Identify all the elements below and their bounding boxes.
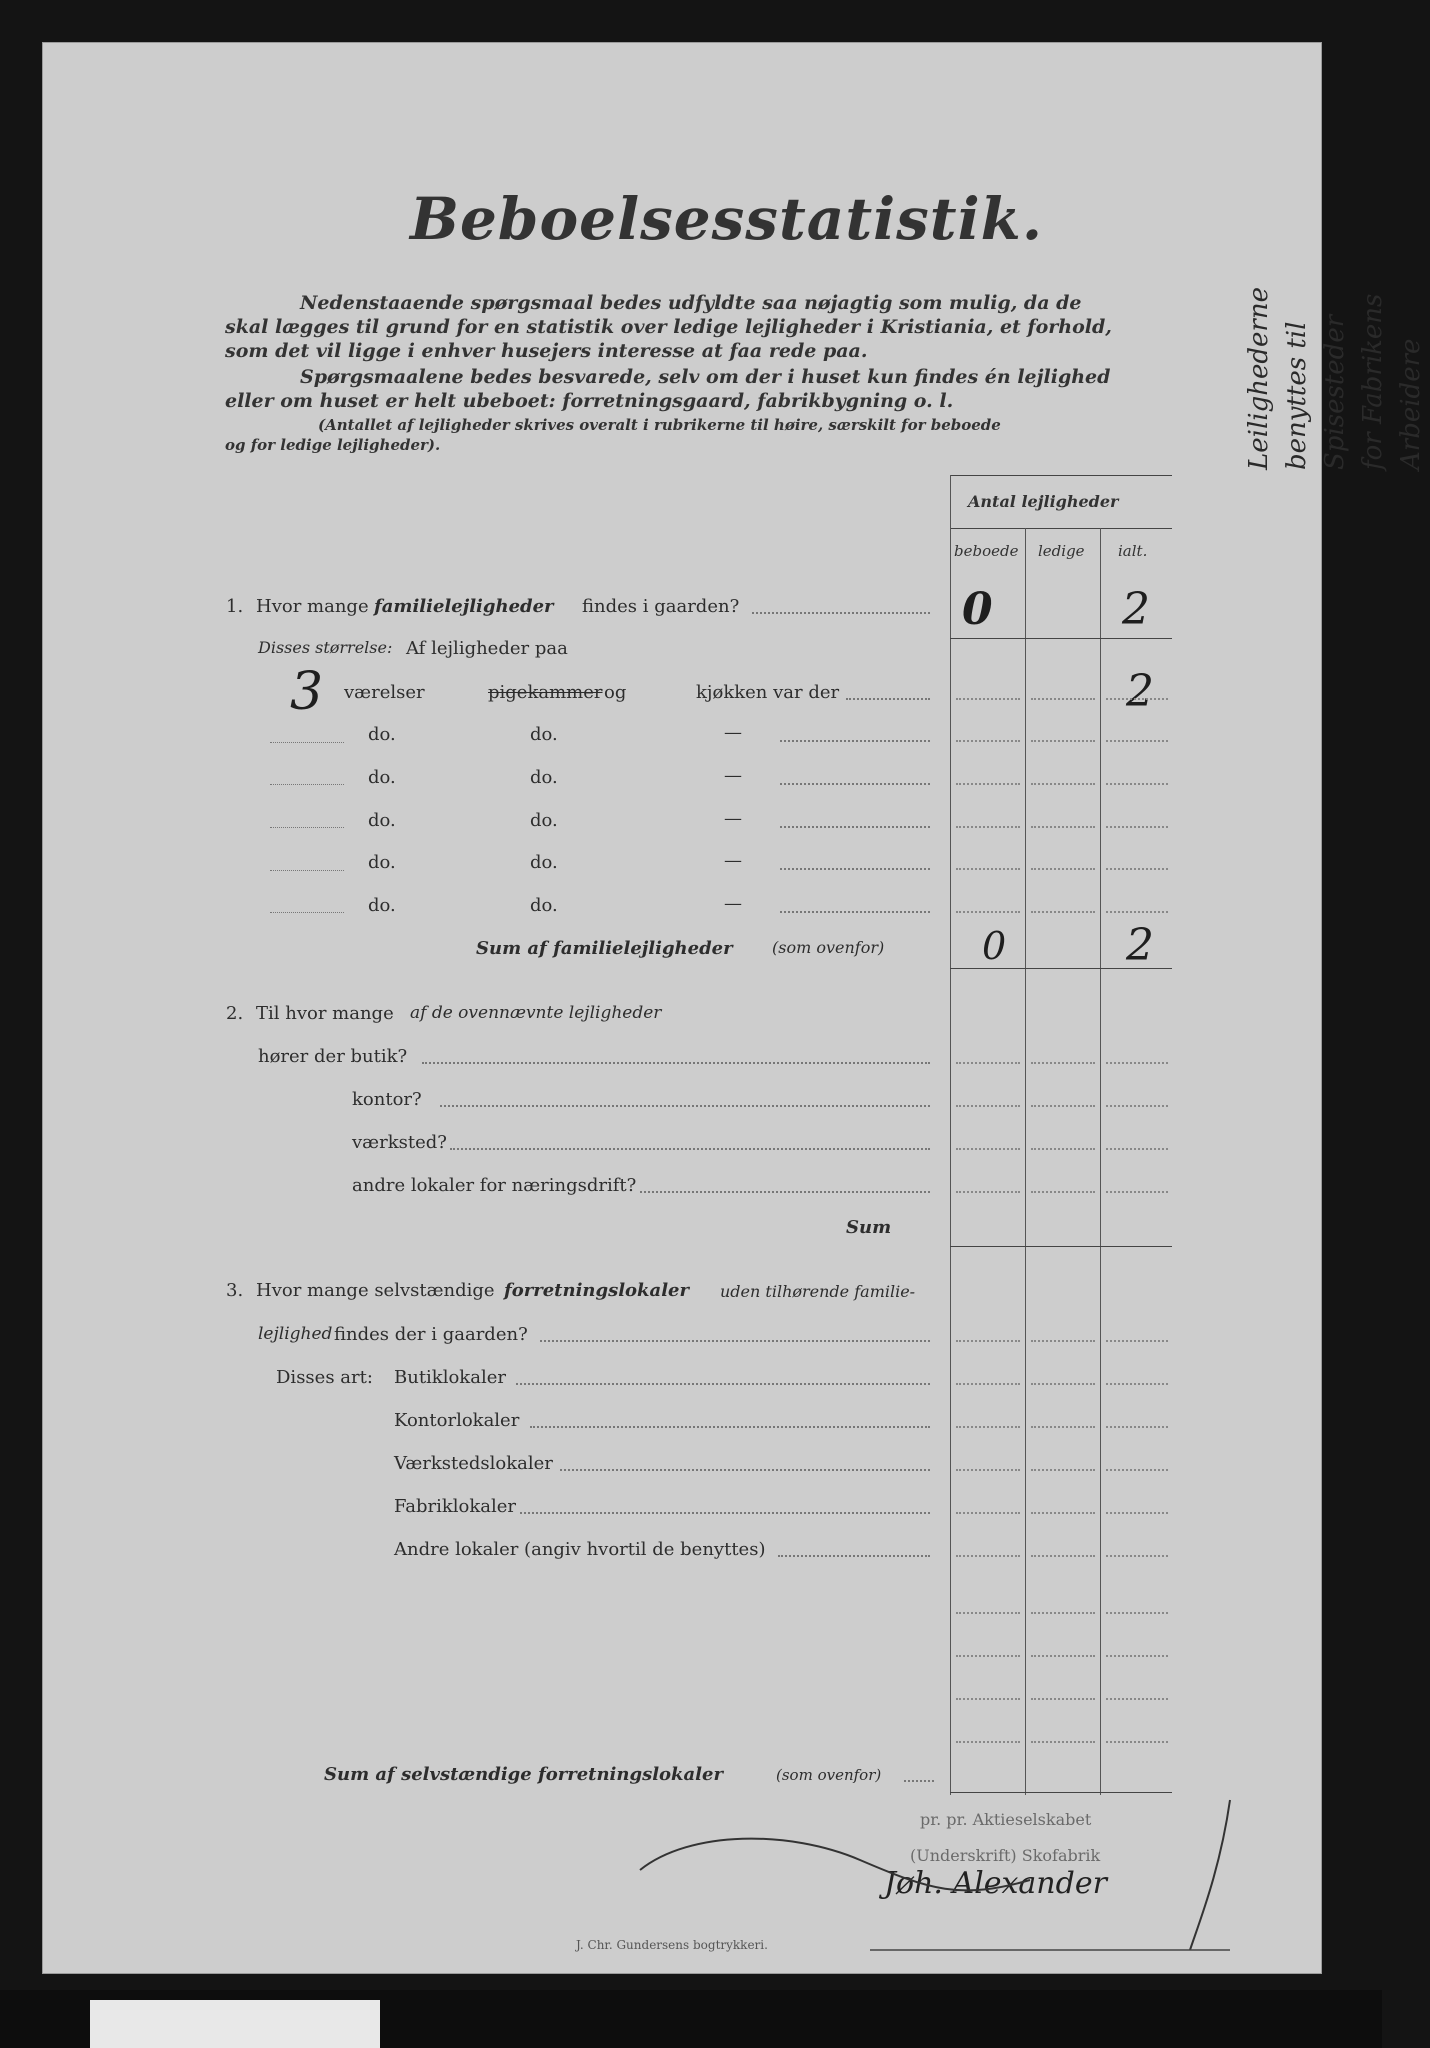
do-row-2-dash: —: [724, 765, 742, 786]
cell-leader-dots: [956, 1383, 1020, 1385]
q1-beboede-value: 0: [962, 584, 993, 635]
do-row-3-dash: —: [724, 808, 742, 829]
cell-leader-dots: [1031, 1383, 1095, 1385]
cell-leader-dots: [1031, 1698, 1095, 1700]
q3-sum-dots: [904, 1780, 934, 1782]
cell-leader-dots: [1031, 868, 1095, 870]
cell-leader-dots: [956, 1191, 1020, 1193]
handwritten-side-note: [1240, 287, 1430, 470]
q1-text-a: Hvor mange: [256, 596, 369, 617]
do-row-5-a: do.: [368, 895, 396, 916]
intro-line-7: og for ledige lejligheder).: [225, 436, 441, 454]
intro-line-5: eller om huset er helt ubeboet: forretningsgaard, fabrikbygning o. l.: [225, 390, 954, 412]
cell-leader-dots: [956, 1555, 1020, 1557]
do-row-blank: [270, 870, 344, 871]
q1-row-leader: [846, 698, 930, 700]
do-row-blank: [270, 912, 344, 913]
cell-leader-dots: [1106, 1612, 1168, 1614]
q1-sum-ialt: 2: [1126, 920, 1154, 971]
q3-text-c: uden tilhørende familie-: [720, 1282, 916, 1301]
do-row-4-dash: —: [724, 850, 742, 871]
page-title: Beboelsesstatistik.: [410, 185, 1044, 253]
table-left-border: [950, 475, 951, 1795]
cell-leader-dots: [956, 911, 1020, 913]
q2-butik: hører der butik?: [258, 1046, 408, 1067]
cell-leader-dots: [1031, 740, 1095, 742]
q2-sum-rule: [950, 1246, 1172, 1247]
cell-leader-dots: [1031, 1555, 1095, 1557]
cell-leader-dots: [956, 698, 1020, 700]
q3-item-vaerksted-dots: [560, 1469, 930, 1471]
intro-line-1: Nedenstaaende spørgsmaal bedes udfyldte saa nøjagtig som mulig, da de: [300, 292, 1082, 314]
intro-line-4: Spørgsmaalene bedes besvarede, selv om der i huset kun findes én lejlighed: [300, 366, 1111, 388]
cell-leader-dots: [956, 1426, 1020, 1428]
cell-leader-dots: [1106, 1426, 1168, 1428]
cell-leader-dots: [956, 740, 1020, 742]
do-row-3-dots: [780, 826, 930, 828]
q2-vaerksted-dots: [450, 1148, 930, 1150]
do-row-1-b: do.: [530, 724, 558, 745]
cell-leader-dots: [1031, 783, 1095, 785]
cell-leader-dots: [1106, 1340, 1168, 1342]
q1-sum-note: (som ovenfor): [772, 938, 885, 957]
q3-item-fabrik: Fabriklokaler: [394, 1496, 517, 1517]
cell-leader-dots: [956, 1105, 1020, 1107]
cell-leader-dots: [1106, 1512, 1168, 1514]
cell-leader-dots: [1031, 911, 1095, 913]
q1-number: 1.: [226, 596, 244, 617]
do-row-1-dots: [780, 740, 930, 742]
cell-leader-dots: [1031, 1340, 1095, 1342]
side-note-line-1: Leilighederne benyttes til: [1244, 287, 1312, 470]
cell-leader-dots: [1106, 868, 1168, 870]
printer-credit: J. Chr. Gundersens bogtrykkeri.: [576, 1938, 768, 1952]
cell-leader-dots: [956, 783, 1020, 785]
do-row-1-a: do.: [368, 724, 396, 745]
q1-vaerelser-label: værelser: [344, 682, 425, 703]
q3-text-b: forretningslokaler: [504, 1280, 689, 1301]
intro-line-2: skal lægges til grund for en statistik over ledige lejligheder i Kristiania, et forhold,: [225, 316, 1112, 338]
scan-edge-highlight: [90, 2000, 380, 2048]
cell-leader-dots: [1106, 1105, 1168, 1107]
do-row-3-b: do.: [530, 810, 558, 831]
q2-vaerksted: værksted?: [352, 1132, 447, 1153]
intro-line-3: som det vil ligge i enhver husejers interesse at faa rede paa.: [225, 340, 868, 362]
do-row-5-b: do.: [530, 895, 558, 916]
cell-leader-dots: [1031, 1062, 1095, 1064]
col-ledige: ledige: [1038, 542, 1085, 560]
cell-leader-dots: [1106, 1383, 1168, 1385]
q3-item-butik-dots: [516, 1383, 930, 1385]
do-row-2-a: do.: [368, 767, 396, 788]
q3-item-kontor-dots: [530, 1426, 930, 1428]
q1-sum-label: Sum af familielejligheder: [476, 938, 733, 959]
q1-size-text: Af lejligheder paa: [406, 638, 568, 659]
cell-leader-dots: [956, 1148, 1020, 1150]
do-row-4-b: do.: [530, 852, 558, 873]
q2-andre: andre lokaler for næringsdrift?: [352, 1175, 637, 1196]
cell-leader-dots: [1031, 698, 1095, 700]
q1-room-count: 3: [290, 662, 324, 722]
q1-text-c: findes i gaarden?: [582, 596, 740, 617]
q1-row-rule: [950, 638, 1172, 639]
q2-kontor-dots: [440, 1105, 930, 1107]
side-note-line-2: Spisesteder for Fabrikens: [1320, 293, 1388, 470]
table-header: Antal lejligheder: [968, 492, 1119, 511]
col-beboede: beboede: [954, 542, 1019, 560]
cell-leader-dots: [956, 868, 1020, 870]
cell-leader-dots: [1031, 826, 1095, 828]
cell-leader-dots: [1106, 1655, 1168, 1657]
signature-name: Jøh. Alexander: [884, 1866, 1107, 1901]
cell-leader-dots: [956, 1512, 1020, 1514]
q2-number: 2.: [226, 1003, 244, 1024]
cell-leader-dots: [956, 826, 1020, 828]
q2-text-a: Til hvor mange: [256, 1003, 394, 1024]
table-col-divider-2: [1100, 528, 1101, 1795]
do-row-blank: [270, 784, 344, 785]
cell-leader-dots: [1106, 1741, 1168, 1743]
q3-item-andre-dots: [778, 1555, 930, 1557]
q3-item-butik: Butiklokaler: [394, 1367, 506, 1388]
q3-item-fabrik-dots: [520, 1512, 930, 1514]
q3-sum-note: (som ovenfor): [776, 1766, 882, 1784]
q3-line2-a: lejlighed: [258, 1324, 333, 1344]
cell-leader-dots: [1031, 1191, 1095, 1193]
do-row-5-dash: —: [724, 893, 742, 914]
q2-text-b: af de ovennævnte lejligheder: [410, 1003, 662, 1023]
col-ialt: ialt.: [1118, 542, 1148, 560]
cell-leader-dots: [1106, 783, 1168, 785]
q3-text-a: Hvor mange selvstændige: [256, 1280, 495, 1301]
cell-leader-dots: [1031, 1469, 1095, 1471]
q2-kontor: kontor?: [352, 1089, 422, 1110]
cell-leader-dots: [1106, 740, 1168, 742]
cell-leader-dots: [1106, 1698, 1168, 1700]
do-row-blank: [270, 742, 344, 743]
q2-butik-dots: [422, 1062, 930, 1064]
do-row-blank: [270, 827, 344, 828]
cell-leader-dots: [956, 1655, 1020, 1657]
q3-number: 3.: [226, 1280, 244, 1301]
cell-leader-dots: [1106, 1191, 1168, 1193]
table-col-divider-1: [1025, 528, 1026, 1795]
q3-art-label: Disses art:: [276, 1367, 373, 1388]
do-row-4-dots: [780, 868, 930, 870]
cell-leader-dots: [956, 1469, 1020, 1471]
intro-line-6: (Antallet af lejligheder skrives overalt i rubrikerne til høire, særskilt for beboede: [318, 416, 1001, 434]
cell-leader-dots: [1031, 1612, 1095, 1614]
do-row-1-dash: —: [724, 722, 742, 743]
q3-sum-label: Sum af selvstændige forretningslokaler: [324, 1764, 723, 1785]
signature-stamp-line-2: (Underskrift) Skofabrik: [910, 1846, 1101, 1865]
cell-leader-dots: [956, 1062, 1020, 1064]
cell-leader-dots: [1031, 1655, 1095, 1657]
q1-sum-beboede: 0: [982, 924, 1007, 968]
q3-item-vaerksted: Værkstedslokaler: [394, 1453, 553, 1474]
q1-leader-dots: [752, 612, 930, 614]
cell-leader-dots: [1106, 1062, 1168, 1064]
q3-item-andre: Andre lokaler (angiv hvortil de benyttes): [394, 1539, 766, 1560]
q1-ialt-value: 2: [1122, 584, 1150, 635]
cell-leader-dots: [1106, 698, 1168, 700]
q1-row-ialt-value: 2: [1126, 666, 1154, 717]
q1-pigekammer-label: pigekammer: [488, 682, 603, 703]
q2-sum: Sum: [846, 1217, 892, 1238]
cell-leader-dots: [956, 1741, 1020, 1743]
cell-leader-dots: [956, 1698, 1020, 1700]
q1-og-label: og: [604, 682, 627, 703]
cell-leader-dots: [1031, 1512, 1095, 1514]
cell-leader-dots: [956, 1612, 1020, 1614]
cell-leader-dots: [956, 1340, 1020, 1342]
side-note-line-3: Arbeidere: [1396, 338, 1426, 470]
table-top-rule: [950, 475, 1172, 476]
cell-leader-dots: [1031, 1105, 1095, 1107]
table-header-rule: [950, 528, 1172, 529]
do-row-4-a: do.: [368, 852, 396, 873]
cell-leader-dots: [1031, 1426, 1095, 1428]
cell-leader-dots: [1031, 1148, 1095, 1150]
q1-kjokken-label: kjøkken var der: [696, 682, 840, 703]
q2-andre-dots: [640, 1191, 930, 1193]
cell-leader-dots: [1106, 1469, 1168, 1471]
do-row-5-dots: [780, 911, 930, 913]
q3-line2-dots: [540, 1340, 930, 1342]
cell-leader-dots: [1106, 826, 1168, 828]
cell-leader-dots: [1031, 1741, 1095, 1743]
cell-leader-dots: [1106, 1148, 1168, 1150]
q3-item-kontor: Kontorlokaler: [394, 1410, 520, 1431]
do-row-2-b: do.: [530, 767, 558, 788]
q3-line2-b: findes der i gaarden?: [334, 1324, 528, 1345]
cell-leader-dots: [1106, 1555, 1168, 1557]
signature-stamp-line-1: pr. pr. Aktieselskabet: [920, 1810, 1092, 1829]
do-row-3-a: do.: [368, 810, 396, 831]
do-row-2-dots: [780, 783, 930, 785]
cell-leader-dots: [1106, 911, 1168, 913]
q1-text-b: familielejligheder: [374, 596, 554, 617]
q1-size-label: Disses størrelse:: [258, 638, 393, 657]
